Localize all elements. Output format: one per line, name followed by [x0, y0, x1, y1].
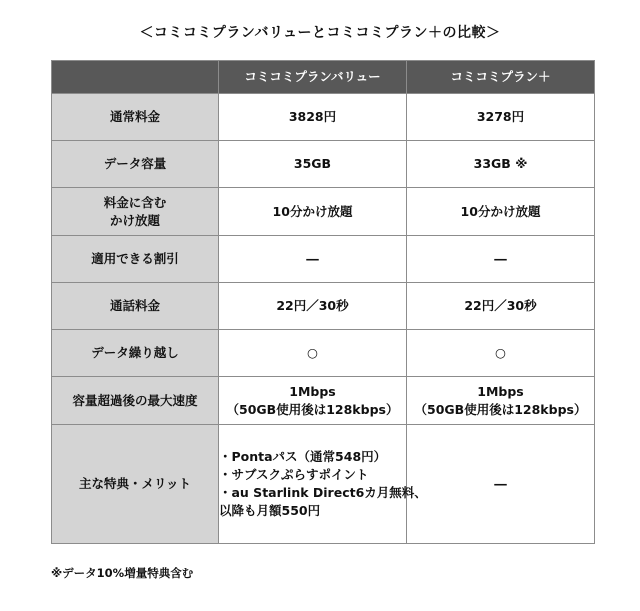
row-label: 容量超過後の最大速度: [52, 377, 219, 425]
header-corner-cell: [52, 61, 219, 94]
footnote: ※データ10%増量特典含む: [51, 566, 194, 580]
value-plan-cell: 10分かけ放題: [219, 188, 407, 236]
row-regular-price: [52, 94, 595, 141]
header-plus-plan: コミコミプラン＋: [407, 61, 595, 94]
plus-plan-cell: 22円／30秒: [407, 283, 595, 330]
value-line: 1Mbps: [289, 383, 336, 399]
plus-plan-cell: 10分かけ放題: [407, 188, 595, 236]
row-label-line: かけ放題: [109, 212, 160, 228]
value-plan-cell: ○: [219, 330, 407, 377]
value-plan-cell: [219, 377, 407, 425]
value-plan-cell: [219, 425, 427, 544]
row-label-line: 料金に含む: [103, 194, 167, 210]
row-label: データ容量: [52, 141, 219, 188]
value-plan-cell: 3828円: [219, 94, 407, 141]
plus-plan-cell: 3278円: [407, 94, 595, 141]
row-label: [52, 188, 219, 236]
row-label: 適用できる割引: [52, 236, 219, 283]
merit-item: ・Pontaパス（通常548円）: [219, 449, 387, 464]
plus-plan-cell: [407, 377, 595, 425]
row-label: 主な特典・メリット: [52, 425, 219, 544]
value-plan-cell: ―: [219, 236, 407, 283]
page-title: ＜コミコミプランバリューとコミコミプラン＋の比較＞: [139, 25, 501, 41]
row-data-rollover: [52, 330, 595, 377]
header-row: [52, 61, 595, 94]
comparison-table: [51, 60, 595, 544]
plus-plan-cell: ―: [407, 425, 595, 544]
value-line: 1Mbps: [477, 383, 524, 399]
merits-list: [219, 448, 427, 520]
row-max-speed: [52, 377, 595, 425]
merit-item: ・サブスクぷらすポイント: [219, 467, 369, 482]
header-value-plan: コミコミプランバリュー: [219, 61, 407, 94]
merit-item: ・au Starlink Direct6カ月無料、: [219, 485, 427, 500]
value-line: （50GB使用後は128kbps）: [226, 401, 399, 417]
plus-plan-cell: ―: [407, 236, 595, 283]
row-data-capacity: [52, 141, 595, 188]
row-label: データ繰り越し: [52, 330, 219, 377]
row-call-rate: [52, 283, 595, 330]
value-plan-cell: 35GB: [219, 141, 407, 188]
row-discounts: [52, 236, 595, 283]
plus-plan-cell: ○: [407, 330, 595, 377]
value-plan-cell: 22円／30秒: [219, 283, 407, 330]
row-label: 通話料金: [52, 283, 219, 330]
value-line: （50GB使用後は128kbps）: [414, 401, 587, 417]
row-merits: [52, 425, 595, 544]
row-label: 通常料金: [52, 94, 219, 141]
plus-plan-cell: 33GB ※: [407, 141, 595, 188]
merit-item: 以降も月額550円: [219, 503, 321, 518]
row-included-calls: [52, 188, 595, 236]
